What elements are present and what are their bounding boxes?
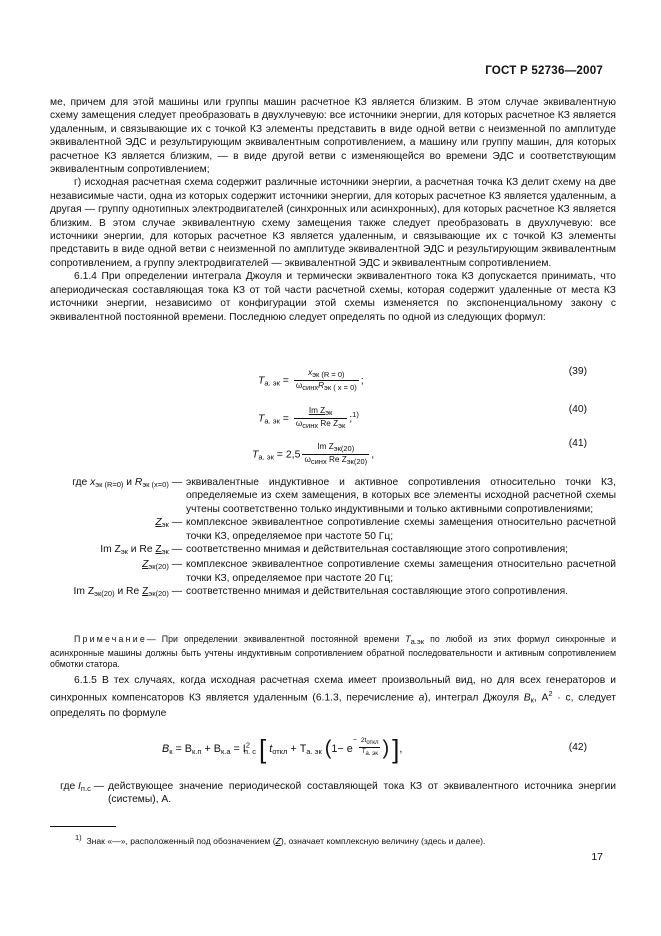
formula-39-fraction: $\frac{x_{эк (R = 0)}}{\omega_{синх}R_{эк ( x = 0)}}$ (295, 368, 357, 392)
formula-number-42: (42) (568, 742, 587, 753)
paragraph-3: 6.1.4 При определении интеграла Джоуля и термически эквивалентного тока КЗ допускается принимать, что апериодическая составляющая тока КЗ от той части расчетной схемы, которая содержит удаленные от места КЗ источники энергии, независимо от конфигурации этой схемы изменяется по экспоненциальному закону с эквивалентной постоянной времени. Последнюю следует определять по одной из следующих формул: (50, 271, 616, 323)
definition-row: где $x_{эк (R=0)}$ и $R_{эк (x=0)}$ — эквивалентные индуктивное и активное сопротивления относительно точки КЗ, определяемые из схем замещения, в которых все элементы исходной расчетной схемы учтены соответственно только индуктивными и только активными сопротивлениями; (72, 477, 616, 515)
paragraph-6-1-5: 6.1.5 В тех случаях, когда исходная расчетная схема имеет произвольный вид, но для всех генераторов и синхронных компенсаторов КЗ является удаленным (6.1.3, перечисление а), интеграл Джоуля $B_к$, $А^2 \cdot с$, следует определять по формуле (50, 675, 616, 720)
symbol-definitions (50, 476, 616, 601)
formula-number-41: (41) (568, 438, 587, 449)
formula-40-fraction: $\frac{Im Z_{эк}}{\omega_{синх} Re Z_{эк}}$ (295, 406, 346, 430)
paragraph-2: г) исходная расчетная схема содержит различные источники энергии, а расчетная точка КЗ делит схему на две независимые части, одна из которых содержит источники энергии, для которых расчетное КЗ является удаленным, а другая — группу однотипных электродвигателей (синхронных или асинхронных), для которых расчетное КЗ является близким. В этом случае эквивалентную схему замещения также следует преобразовать в двухлучевую: все источники энергии, для которых расчетное КЗ является удаленным, и связывающие их с точкой КЗ элементы представить в виде одной ветви с неизменной по амплитуде эквивалентной ЭДС и результирующим эквивалентным сопротивлением, а группу электродвигателей — эквивалентной ЭДС и эквивалентным сопротивлением. (50, 177, 616, 269)
paragraph-continued (50, 96, 616, 324)
formula-41: $T_{а. эк} = 2,5$ $\frac{Im Z_{эк(20)}}{\omega_{синх} Re Z_{эк(20)}}$ , (41) (252, 438, 587, 466)
formula-39: $T_{а. эк}$ = $\frac{x_{эк (R = 0)}}{\omega_{синх}R_{эк ( x = 0)}}$ ; (39) (258, 366, 587, 392)
note: Примечание— При определении эквивалентной постоянной времени $T_{а.эк}$ по любой из этих формул синхронные и асинхронные машины должны быть учтены индуктивным сопротивлением обратной последовательности и активным сопротивлением обмотки статора. (50, 634, 616, 670)
definition-row: $Z_{эк}$ — комплексное эквивалентное сопротивление схемы замещения относительно расчетной точки КЗ, определяемое при частоте 50 Гц; (155, 517, 616, 542)
symbol-definitions-42 (50, 780, 616, 807)
page-number: 17 (591, 851, 603, 863)
paragraph-1: ме, причем для этой машины или группы машин расчетное КЗ является близким. В этом случае эквивалентную схему замещения следует преобразовать в двухлучевую: все источники энергии, для которых расчетное КЗ является удаленным, и связывающие их с точкой КЗ элементы представить в виде одной ветви с неизменной по амплитуде эквивалентной ЭДС и результирующим эквивалентным сопротивлением, а машину или группу машин, для которых расчетное КЗ является близким, — в виде другой ветви с изменяющейся во времени ЭДС и соответствующим эквивалентным сопротивлением; (50, 97, 616, 176)
definition-row: $Z_{эк(20)}$ — комплексное эквивалентное сопротивление схемы замещения относительно расчетной точки КЗ, определяемое при частоте 20 Гц; (142, 559, 616, 584)
footnote: $^{1)}$ Знак «—», расположенный под обозначением (Z), означает комплексную величину (здесь и далее). (75, 833, 486, 846)
footnote-separator (50, 826, 116, 827)
definition-row: Im $Z_{эк}$ и Re $Z_{эк}$ — соответственно мнимая и действительная составляющие этого сопротивления; (100, 544, 568, 557)
formula-number-40: (40) (568, 404, 587, 415)
formula-42: $B_к = B_{к.п} + B_{к.а} = I^2_{п. с}$ [ $t_{откл} + T_{а. эк}$ ($1- e^{- \frac{2t_{откл}}{T_{а. эк}}}$ ) ], (42) (162, 734, 587, 764)
standard-header: ГОСТ Р 52736—2007 (485, 64, 603, 77)
formula-number-39: (39) (568, 366, 587, 377)
formula-41-fraction: $\frac{Im Z_{эк(20)}}{\omega_{синх} Re Z_{эк(20)}}$ (304, 442, 368, 466)
definition-row: Im $Z_{эк(20)}$ и Re $Z_{эк(20)}$ — соответственно мнимая и действительная составляющие этого сопротивления. (73, 586, 568, 599)
definition-row: где $I_{п.с}$ — действующее значение периодической составляющей тока КЗ от эквивалентного источника энергии (системы), А. (60, 781, 616, 806)
note-label: Примечание (74, 634, 147, 644)
formula-40: $T_{а. эк}$ = $\frac{Im Z_{эк}}{\omega_{синх} Re Z_{эк}}$ ;$^{1)}$ (40) (258, 404, 587, 430)
